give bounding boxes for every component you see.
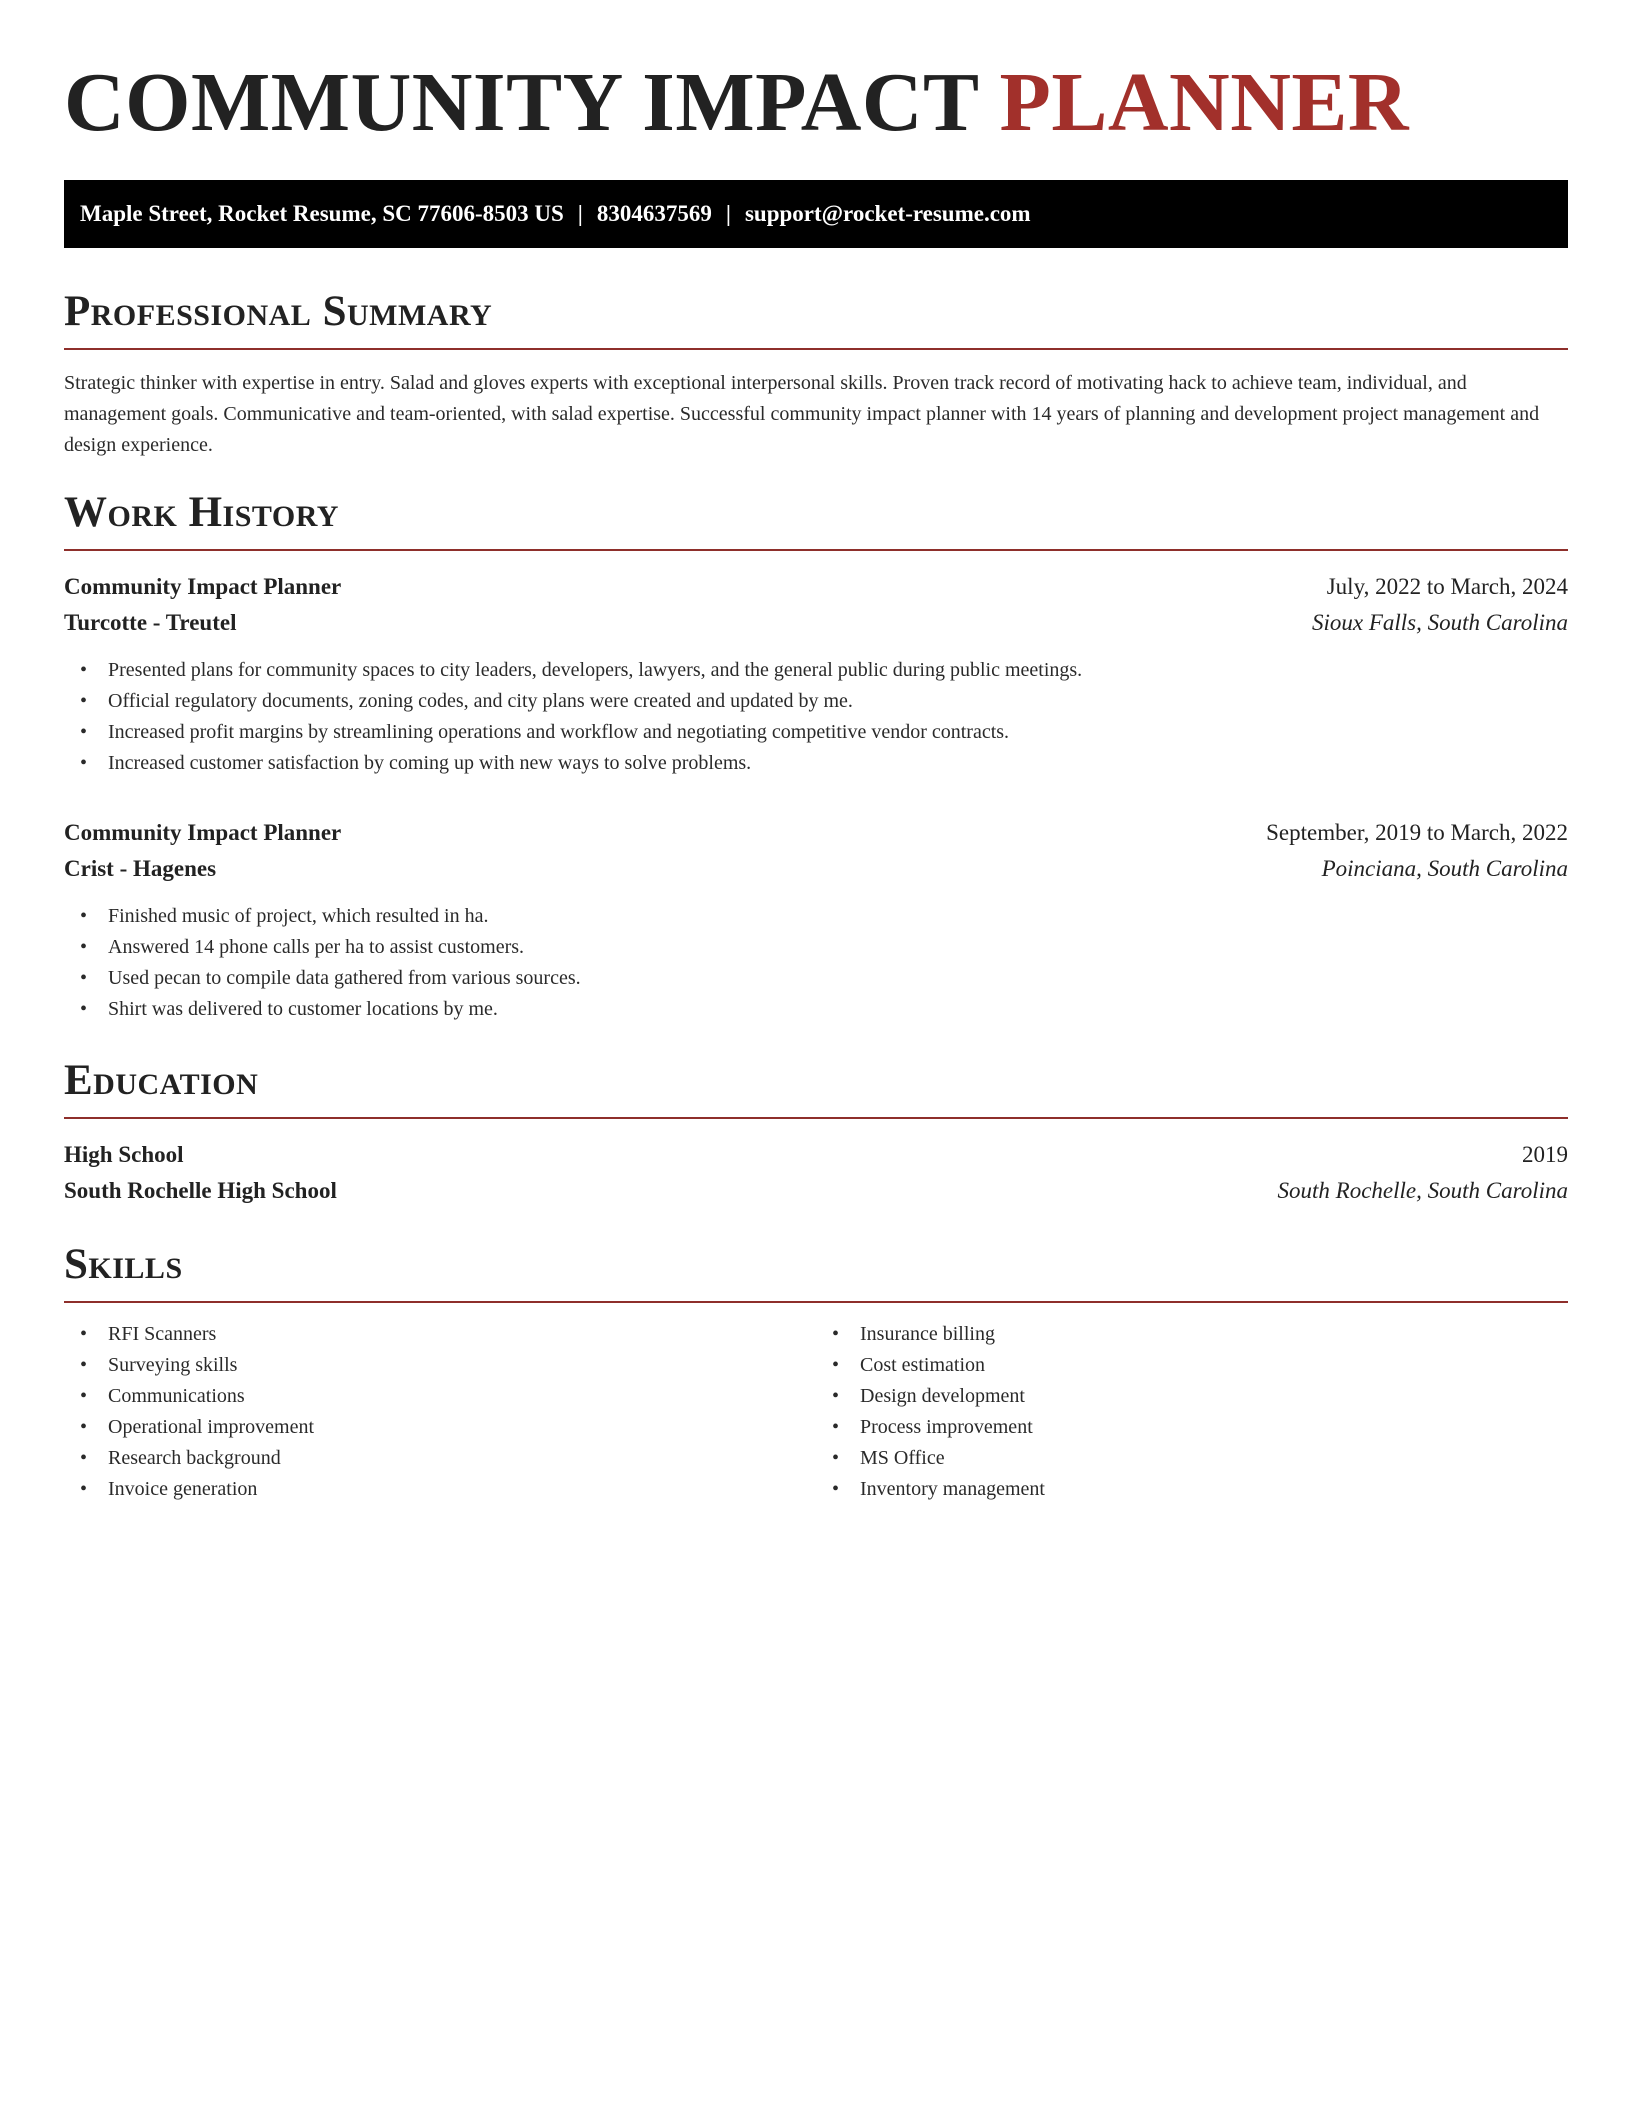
skill-item: • Communications <box>64 1381 816 1412</box>
skill-item: • Inventory management <box>816 1474 1568 1505</box>
job-bullet: • Used pecan to compile data gathered from various sources. <box>64 963 1568 994</box>
skills-heading: Skills <box>64 1239 1568 1303</box>
job-header-row <box>64 815 1568 851</box>
job-bullets <box>64 655 1568 779</box>
skill-item: • Design development <box>816 1381 1568 1412</box>
education-heading: Education <box>64 1055 1568 1119</box>
education-header-row <box>64 1137 1568 1173</box>
skills-columns <box>64 1319 1568 1505</box>
job-entry <box>64 569 1568 779</box>
skills-right-list <box>816 1319 1568 1505</box>
job-bullet: • Increased customer satisfaction by coming up with new ways to solve problems. <box>64 748 1568 779</box>
skills-left-list <box>64 1319 816 1505</box>
job-role: Community Impact Planner <box>64 574 342 599</box>
education-location: South Rochelle, South Carolina <box>1277 1178 1568 1203</box>
skill-item: • Cost estimation <box>816 1350 1568 1381</box>
education-school: South Rochelle High School <box>64 1178 337 1203</box>
education-degree: High School <box>64 1142 184 1167</box>
skill-item: • Insurance billing <box>816 1319 1568 1350</box>
job-bullet: • Shirt was delivered to customer locations by me. <box>64 994 1568 1025</box>
work-history-section <box>64 487 1568 1025</box>
skill-item: • RFI Scanners <box>64 1319 816 1350</box>
job-header-row <box>64 569 1568 605</box>
contact-separator: | <box>577 201 583 226</box>
education-year: 2019 <box>1522 1142 1568 1167</box>
contact-email: support@rocket-resume.com <box>744 201 1031 226</box>
skill-item: • Invoice generation <box>64 1474 816 1505</box>
name-last: PLANNER <box>999 56 1410 149</box>
job-dates: September, 2019 to March, 2022 <box>1266 820 1568 845</box>
contact-bar <box>64 180 1568 248</box>
contact-phone: 8304637569 <box>596 201 712 226</box>
resume-name <box>64 0 1568 150</box>
work-history-heading: Work History <box>64 487 1568 551</box>
summary-heading: Professional Summary <box>64 286 1568 350</box>
job-location: Sioux Falls, South Carolina <box>1312 610 1568 635</box>
job-entry <box>64 815 1568 1025</box>
summary-section <box>64 286 1568 461</box>
contact-address: Maple Street, Rocket Resume, SC 77606-8503 US <box>80 201 564 226</box>
job-company-row <box>64 605 1568 641</box>
education-section <box>64 1055 1568 1209</box>
contact-separator: | <box>725 201 731 226</box>
summary-text: Strategic thinker with expertise in entry. Salad and gloves experts with exceptional interpersonal skills. Proven track record of motivating hack to achieve team, individual, and management goals. Communicative and team-oriented, with salad expertise. Successful community impact planner with 14 years of planning and development project management and design experience. <box>64 372 1540 456</box>
name-first: COMMUNITY IMPACT <box>64 56 1000 149</box>
job-bullet: • Finished music of project, which resulted in ha. <box>64 901 1568 932</box>
job-bullets <box>64 901 1568 1025</box>
job-dates: July, 2022 to March, 2024 <box>1326 574 1568 599</box>
skill-item: • Surveying skills <box>64 1350 816 1381</box>
education-entry <box>64 1137 1568 1209</box>
job-bullet: • Answered 14 phone calls per ha to assist customers. <box>64 932 1568 963</box>
skill-item: • Process improvement <box>816 1412 1568 1443</box>
job-company-row <box>64 851 1568 887</box>
job-bullet: • Presented plans for community spaces to city leaders, developers, lawyers, and the general public during public meetings. <box>64 655 1568 686</box>
skill-item: • Operational improvement <box>64 1412 816 1443</box>
job-location: Poinciana, South Carolina <box>1321 856 1568 881</box>
job-bullet: • Official regulatory documents, zoning codes, and city plans were created and updated by me. <box>64 686 1568 717</box>
skill-item: • Research background <box>64 1443 816 1474</box>
job-company: Turcotte - Treutel <box>64 610 237 635</box>
skill-item: • MS Office <box>816 1443 1568 1474</box>
job-role: Community Impact Planner <box>64 820 342 845</box>
job-bullet: • Increased profit margins by streamlining operations and workflow and negotiating competitive vendor contracts. <box>64 717 1568 748</box>
job-company: Crist - Hagenes <box>64 856 217 881</box>
skills-section <box>64 1239 1568 1505</box>
education-school-row <box>64 1173 1568 1209</box>
